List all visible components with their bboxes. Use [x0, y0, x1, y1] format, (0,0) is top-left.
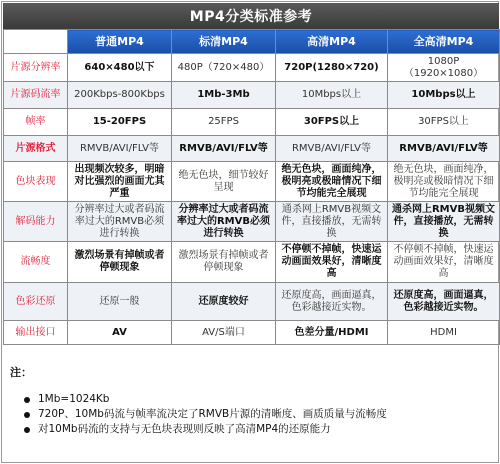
row-label: 片源分辨率 [4, 54, 68, 82]
note-item [10, 392, 494, 407]
table-cell: 不停顿不掉帧，快速运动画面效果好，清晰度高 [276, 242, 388, 283]
table-row [4, 242, 500, 283]
table-cell: HDMI [388, 321, 500, 345]
bullet-icon [24, 412, 30, 418]
column-header: 全高清MP4 [388, 30, 500, 54]
table-cell: RMVB/AVI/FLV等 [68, 136, 172, 162]
row-label: 输出接口 [4, 321, 68, 345]
table-body [4, 54, 500, 345]
table-cell: 30FPS以上 [388, 109, 500, 136]
table-row [4, 136, 500, 162]
table-cell: 10Mbps以上 [276, 82, 388, 109]
table-row [4, 162, 500, 202]
table-title: MP4分类标准参考 [3, 3, 499, 29]
table-cell: 通杀网上RMVB视频文件，直接播放，无需转换 [276, 202, 388, 242]
table-cell: 分辨率过大或者码流率过大的RMVB必须进行转换 [172, 202, 276, 242]
notes-list [10, 392, 494, 437]
notes-section [10, 364, 494, 437]
table-cell: 出现频次较多，明暗对比强烈的画面尤其严重 [68, 162, 172, 202]
table-cell: RMVB/AVI/FLV等 [172, 136, 276, 162]
row-label: 流畅度 [4, 242, 68, 283]
row-label: 帧率 [4, 109, 68, 136]
table-cell: 激烈场景有掉帧或者停顿现象 [172, 242, 276, 283]
note-text: 720P、10Mb码流与帧率流决定了RMVB片源的清晰度、画质质量与流畅度 [38, 408, 387, 420]
table-cell: 1Mb-3Mb [172, 82, 276, 109]
table-cell: 绝无色块，细节较好呈现 [172, 162, 276, 202]
bullet-icon [24, 427, 30, 433]
column-header: 标清MP4 [172, 30, 276, 54]
table-cell: AV [68, 321, 172, 345]
table-cell: 分辨率过大或者码流率过大的RMVB必须进行转换 [68, 202, 172, 242]
table-cell: 10Mbps以上 [388, 82, 500, 109]
table-cell: 640×480以下 [68, 54, 172, 82]
table-cell: 色差分量/HDMI [276, 321, 388, 345]
note-text: 1Mb=1024Kb [38, 393, 110, 405]
table-row [4, 202, 500, 242]
row-label: 色彩还原 [4, 283, 68, 321]
table-cell: 绝无色块，画面纯净，极明亮或极暗情况下细节均能完全展现 [388, 162, 500, 202]
notes-title: 注： [10, 366, 32, 379]
row-label: 解码能力 [4, 202, 68, 242]
note-item [10, 407, 494, 422]
header-corner [4, 30, 68, 54]
row-label: 色块表现 [4, 162, 68, 202]
table-cell: 720P(1280×720) [276, 54, 388, 82]
table-cell: 通杀网上RMVB视频文件，直接播放，无需转换 [388, 202, 500, 242]
table-cell: 还原度高，画面逼真，色彩越接近实物。 [276, 283, 388, 321]
table-row [4, 54, 500, 82]
table-cell: 480P（720×480） [172, 54, 276, 82]
table-cell: RMVB/AVI/FLV等 [388, 136, 500, 162]
bullet-icon [24, 397, 30, 403]
table-cell: 绝无色块，画面纯净，极明亮或极暗情况下细节均能完全展现 [276, 162, 388, 202]
mp4-spec-table [3, 29, 500, 345]
table-cell: 15-20FPS [68, 109, 172, 136]
table-cell: 还原一般 [68, 283, 172, 321]
note-text: 对10Mb码流的支持与无色块表现则反映了高清MP4的还原能力 [38, 423, 331, 435]
table-cell: AV/S端口 [172, 321, 276, 345]
table-cell: 25FPS [172, 109, 276, 136]
table-row [4, 109, 500, 136]
table-cell: RMVB/AVI/FLV等 [276, 136, 388, 162]
table-cell: 200Kbps-800Kbps [68, 82, 172, 109]
table-row [4, 82, 500, 109]
row-label: 片源格式 [4, 136, 68, 162]
column-header: 普通MP4 [68, 30, 172, 54]
column-header: 高清MP4 [276, 30, 388, 54]
row-label: 片源码流率 [4, 82, 68, 109]
table-row [4, 321, 500, 345]
table-cell: 激烈场景有掉帧或者停顿现象 [68, 242, 172, 283]
table-cell: 30FPS以上 [276, 109, 388, 136]
table-cell: 还原度较好 [172, 283, 276, 321]
note-item [10, 422, 494, 437]
table-row [4, 283, 500, 321]
table-cell: 1080P（1920×1080） [388, 54, 500, 82]
table-cell: 不停顿不掉帧，快速运动画面效果好，清晰度高 [388, 242, 500, 283]
table-cell: 还原度高，画面逼真，色彩越接近实物。 [388, 283, 500, 321]
spec-table-frame [1, 1, 499, 463]
header-row [4, 30, 500, 54]
